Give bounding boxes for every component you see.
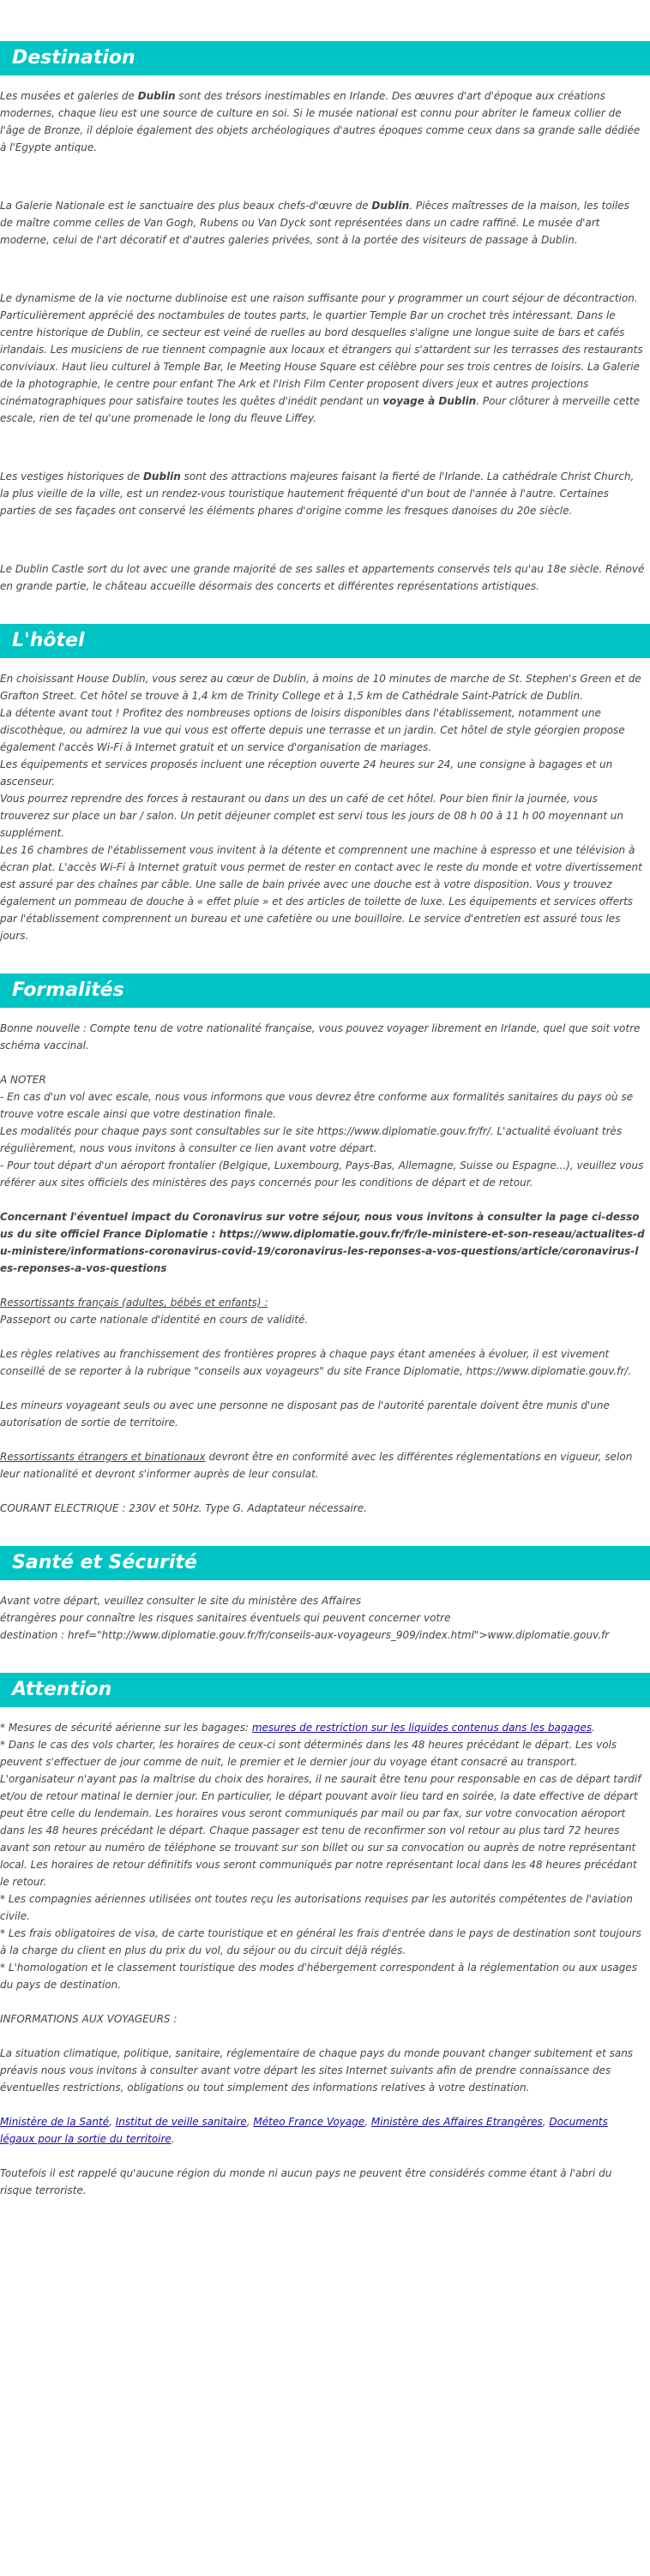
section-title-sante: Santé et Sécurité	[0, 1546, 650, 1580]
section-title-hotel: L'hôtel	[0, 624, 650, 658]
sante-line: destination : href="http://www.diplomatie.gouv.fr/fr/conseils-aux-voyageurs_909/index.html">www.diplomatie.gouv.fr	[0, 1629, 610, 1641]
sante-line: Avant votre départ, veuillez consulter le site du ministère des Affaires	[0, 1595, 362, 1607]
sante-body	[0, 1592, 650, 1644]
destination-paragraph	[0, 87, 645, 156]
paragraph-text: Les musées et galeries de	[0, 90, 138, 102]
destination-paragraph	[0, 468, 645, 519]
link-separator: ,	[109, 2116, 116, 2128]
paragraph-text: Le dynamisme de la vie nocturne dublinoise est une raison suffisante pour y programmer un court séjour de décontraction. Particulièrement apprécié des noctambules de toutes parts, le quartier Temple Bar un crochet très intéressant. Dans le centre historique de Dublin, ce secteur est veiné de ruelles au bord desquelles s'aligne une longue suite de bars et cafés irlandais. Les musiciens de rue tiennent compagnie aux locaux et étrangers qui s'attardent sur les terrasses des restaurants conviviaux. Haut lieu culturel à Temple Bar, le Meeting House Square est célèbre pour ses trois centres de loisirs. La Galerie de la photographie, le centre pour enfant The Ark et l'Irish Film Center proposent divers jeux et autres projections cinématographiques pour satisfaire toutes les quêtes d'inédit pendant un	[0, 292, 643, 407]
paragraph-text: . Pièces maîtresses de la maison, les toiles de maître comme celles de Van Gogh, Rubens ou Van Dyck sont représentées dans un cadre raffiné. Le musée d'art moderne, celui de l'art décoratif et d'autres galeries privées, sont à la portée des visiteurs de passage à Dublin.	[0, 200, 629, 246]
attention-line: * Les compagnies aériennes utilisées ont toutes reçu les autorisations requises par les autorités compétentes de l'aviation civile.	[0, 1893, 633, 1922]
french-nationals-heading: Ressortissants français (adultes, bébés et enfants) :	[0, 1297, 268, 1309]
hotel-text: Les 16 chambres de l'établissement vous invitent à la détente et comprennent une machine à espresso et une télévision à écran plat. L'accès Wi-Fi à Internet gratuit vous permet de rester en contact avec le reste du monde et votre divertissement est assuré par des chaînes par câble. Une salle de bain privée avec une douche est à votre disposition. Vous y trouvez également un pommeau de douche à « effet pluie » et des articles de toilette de luxe. Les équipements et services offerts par l'établissement comprennent un bureau et une cafetière ou une bouilloire. Le service d'entretien est assuré tous les jours.	[0, 844, 642, 942]
paragraph-bold: Dublin	[142, 470, 181, 482]
foreign-nationals-heading: Ressortissants étrangers et binationaux	[0, 1451, 206, 1463]
hotel-text: En choisissant House Dublin, vous serez au cœur de Dublin, à moins de 10 minutes de marche de St. Stephen's Green et de Grafton Street. Cet hôtel se trouve à 1,4 km de Trinity College et à 1,5 km de Cathédrale Saint-Patrick de Dublin.	[0, 673, 641, 702]
formalites-intro: Bonne nouvelle : Compte tenu de votre nationalité française, vous pouvez voyager librement en Irlande, quel que soit votre schéma vaccinal.	[0, 1022, 641, 1051]
info-text: La situation climatique, politique, sanitaire, réglementaire de chaque pays du monde pouvant changer subitement et sans préavis nous vous invitons à consulter avant votre départ les sites Internet suivants afin de prendre connaissance des éventuelles restrictions, obligations ou tout simplement des informations relatives à votre destination.	[0, 2047, 634, 2094]
section-title-attention: Attention	[0, 1673, 650, 1707]
link-end: .	[171, 2133, 175, 2145]
link-separator: ,	[364, 2116, 371, 2128]
note-line: Les modalités pour chaque pays sont consultables sur le site https://www.diplomatie.gouv.fr/fr/. L'actualité évoluant très régulièrement, nous vous invitons à consulter ce lien avant votre départ.	[0, 1125, 623, 1154]
paragraph-text: sont des attractions majeures faisant la fierté de l'Irlande. La cathédrale Christ Church, la plus vieille de la ville, est un rendez-vous touristique hautement fréquenté d'un bout de l'année à l'autre. Certaines parties de ses façades ont conservé les éléments phares d'origine comme les fresques danoises du 20e siècle.	[0, 470, 635, 517]
section-title-destination: Destination	[0, 41, 650, 75]
link-institut-veille-sanitaire[interactable]: Institut de veille sanitaire	[115, 2116, 247, 2128]
hotel-body	[0, 670, 650, 944]
security-prefix: * Mesures de sécurité aérienne sur les bagages:	[0, 1722, 252, 1734]
destination-body	[0, 87, 650, 595]
info-heading: INFORMATIONS AUX VOYAGEURS :	[0, 2013, 178, 2025]
paragraph-text: . Pour clôturer à merveille cette escale, rien de tel qu'une promenade le long du fleuve Liffey.	[0, 395, 641, 424]
paragraph-text: Les vestiges historiques de	[0, 470, 143, 482]
hotel-text: Vous pourrez reprendre des forces à restaurant ou dans un des un café de cet hôtel. Pour bien finir la journée, vous trouverez sur place un bar / salon. Un petit déjeuner complet est servi tous les jours de 08 h 00 à 11 h 00 moyennant un supplément.	[0, 793, 623, 839]
paragraph-text: La Galerie Nationale est le sanctuaire des plus beaux chefs-d'œuvre de	[0, 200, 372, 212]
note-line: - En cas d'un vol avec escale, nous vous informons que vous devrez être conforme aux formalités sanitaires du pays où se trouve votre escale ainsi que votre destination finale.	[0, 1091, 634, 1120]
security-line	[0, 1719, 645, 1736]
note-heading: A NOTER	[0, 1074, 46, 1086]
covid-notice: Concernant l'éventuel impact du Coronavirus sur votre séjour, nous vous invitons à consulter la page ci-dessous du site officiel France Diplomatie : https://www.diplomatie.gouv.fr/fr/le-ministere-et-son-reseau/actualites-du-ministere/informations-coronavirus-covid-19/coronavirus-les-reponses-a-vos-questions/article/coronavirus-les-reponses-a-vos-questions	[0, 1211, 645, 1274]
attention-line: * L'homologation et le classement touristique des modes d'hébergement correspondent à la réglementation ou aux usages du pays de destination.	[0, 1962, 637, 1991]
link-separator: ,	[542, 2116, 550, 2128]
sante-line: étrangères pour connaître les risques sanitaires éventuels qui peuvent concerner votre	[0, 1612, 451, 1624]
paragraph-bold: Dublin	[137, 90, 176, 102]
french-nationals-text: Passeport ou carte nationale d'identité en cours de validité.	[0, 1314, 309, 1326]
liquids-restriction-link[interactable]: mesures de restriction sur les liquides contenus dans les bagages	[251, 1722, 593, 1734]
paragraph-bold: Dublin	[371, 200, 410, 212]
hotel-text: Les équipements et services proposés incluent une réception ouverte 24 heures sur 24, une consigne à bagages et un ascenseur.	[0, 758, 613, 788]
terror-risk-text: Toutefois il est rappelé qu'aucune région du monde ni aucun pays ne peuvent être considérés comme étant à l'abri du risque terroriste.	[0, 2167, 612, 2196]
link-separator: ,	[246, 2116, 254, 2128]
link-ministere-sante[interactable]: Ministère de la Santé	[0, 2116, 110, 2128]
attention-line: * Dans le cas des vols charter, les horaires de ceux-ci sont déterminés dans les 48 heures précédant le départ. Les vols peuvent s'effectuer de jour comme de nuit, le premier et le dernier jour du voyage étant consacré au transport. L'organisateur n'ayant pas la maîtrise du choix des horaires, il ne saurait être tenu pour responsable en cas de départ tardif et/ou de retour matinal le dernier jour. En particulier, le départ pouvant avoir lieu tard en soirée, la date effective de départ peut être celle du lendemain. Les horaires vous seront communiqués par mail ou par fax, sur votre convocation aéroport dans les 48 heures précédant le départ. Chaque passager est tenu de reconfirmer son vol retour au plus tard 72 heures avant son retour au numéro de téléphone se trouvant sur son billet ou sur sa convocation ou auprès de notre représentant local. Les horaires de retour définitifs vous seront communiqués par notre représentant local dans les 48 heures précédant le retour.	[0, 1739, 641, 1888]
security-suffix: .	[592, 1722, 595, 1734]
formalites-body	[0, 1020, 650, 1517]
border-rules-text: Les règles relatives au franchissement des frontières propres à chaque pays étant amenées à évoluer, il est vivement conseillé de se reporter à la rubrique "conseils aux voyageurs" du site France Diplomatie, https://www.diplomatie.gouv.fr/.	[0, 1348, 632, 1377]
destination-paragraph	[0, 560, 645, 595]
attention-body	[0, 1719, 650, 2199]
destination-paragraph	[0, 290, 645, 427]
destination-paragraph	[0, 197, 645, 249]
link-documents-legaux[interactable]: Documents légaux pour la sortie du territoire	[0, 2116, 608, 2145]
hotel-text: La détente avant tout ! Profitez des nombreuses options de loisirs disponibles dans l'établissement, notamment une discothèque, ou admirez la vue qui vous est offerte depuis une terrasse et un jardin. Cet hôtel de style géorgien propose également l'accès Wi-Fi à Internet gratuit et un service d'organisation de mariages.	[0, 707, 625, 753]
foreign-nationals	[0, 1448, 645, 1483]
link-meteo-france[interactable]: Méteo France Voyage	[253, 2116, 365, 2128]
paragraph-bold: voyage à Dublin	[382, 395, 477, 407]
useful-links	[0, 2113, 645, 2148]
paragraph-text: Le Dublin Castle sort du lot avec une grande majorité de ses salles et appartements conservés tels qu'au 18e siècle. Rénové en grande partie, le château accueille désormais des concerts et différentes représentations artistiques.	[0, 563, 645, 592]
electric-text: COURANT ELECTRIQUE : 230V et 50Hz. Type G. Adaptateur nécessaire.	[0, 1502, 367, 1514]
attention-line: * Les frais obligatoires de visa, de carte touristique et en général les frais d'entrée dans le pays de destination sont toujours à la charge du client en plus du prix du vol, du séjour ou du circuit déjà réglés.	[0, 1927, 641, 1956]
note-line: - Pour tout départ d'un aéroport frontalier (Belgique, Luxembourg, Pays-Bas, Allemagne, Suisse ou Espagne...), veuillez vous référer aux sites officiels des ministères des pays concernés pour les conditions de départ et de retour.	[0, 1159, 644, 1189]
section-title-formalites: Formalités	[0, 973, 650, 1008]
paragraph-text: sont des trésors inestimables en Irlande. Des œuvres d'art d'époque aux créations modernes, chaque lieu est une source de culture en soi. Si le musée national est connu pour abriter le fameux collier de l'âge de Bronze, il déploie également des objets archéologiques d'autres époques comme ceux dans sa grande salle dédiée à l'Egypte antique.	[0, 90, 641, 153]
minors-text: Les mineurs voyageant seuls ou avec une personne ne disposant pas de l'autorité parentale doivent être munis d'une autorisation de sortie de territoire.	[0, 1399, 610, 1429]
link-affaires-etrangeres[interactable]: Ministère des Affaires Etrangères	[370, 2116, 543, 2128]
foreign-nationals-text: devront être en conformité avec les différentes réglementations en vigueur, selon leur nationalité et devront s'informer auprès de leur consulat.	[0, 1451, 633, 1480]
